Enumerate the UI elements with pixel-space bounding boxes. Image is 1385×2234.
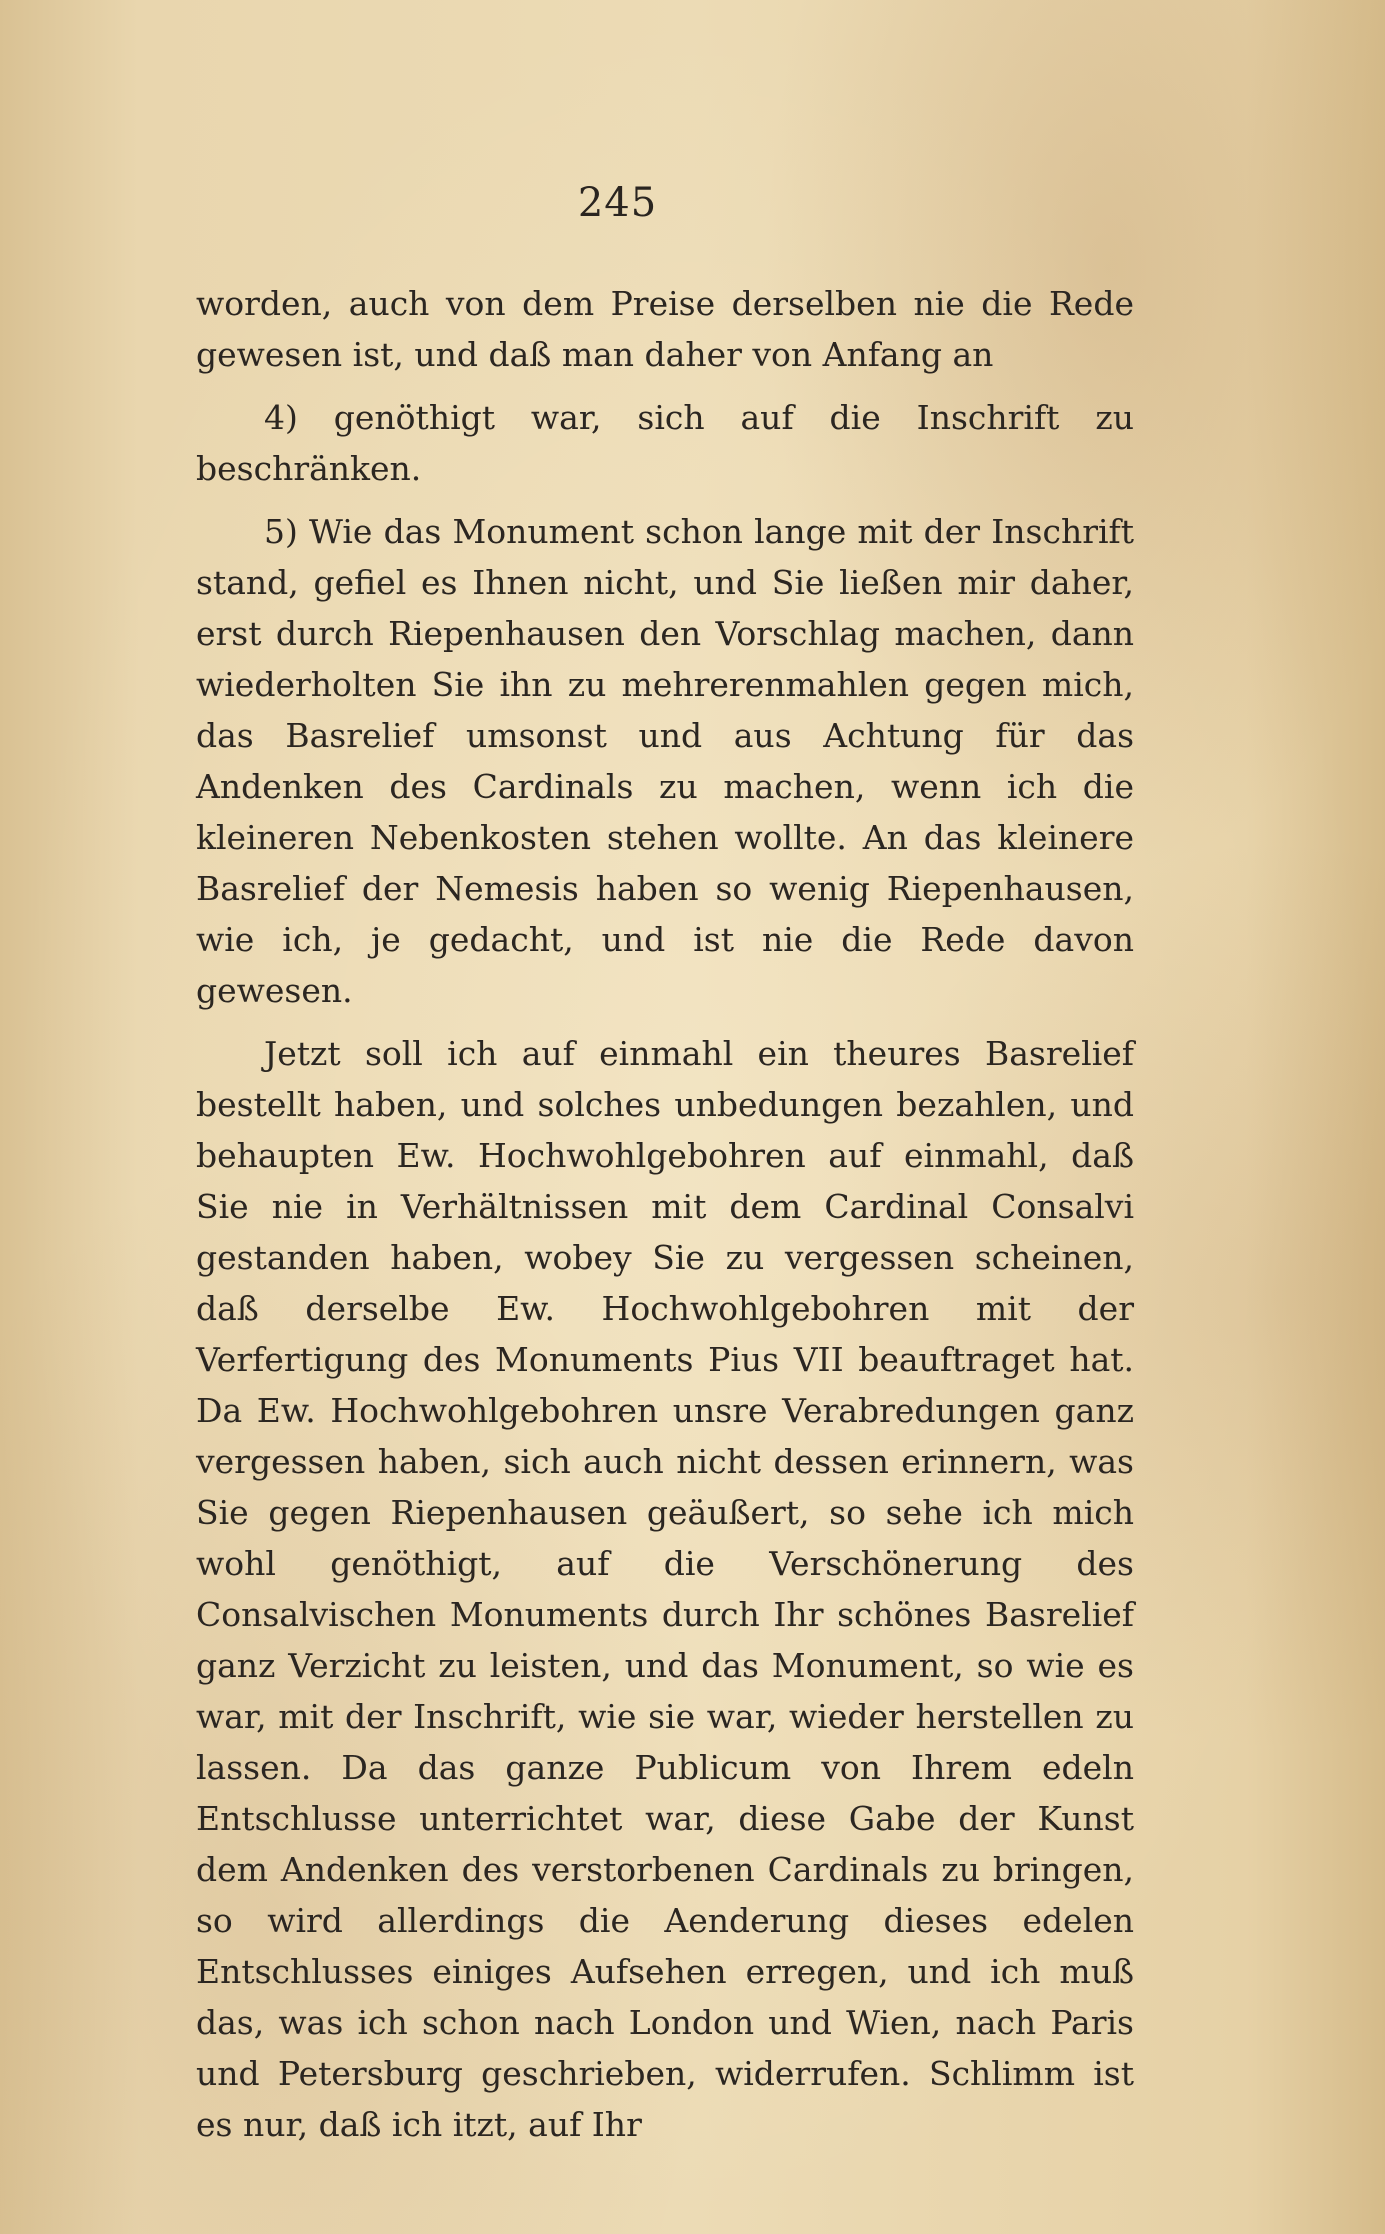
page-number: 245 [577, 180, 658, 226]
paragraph-3: 5) Wie das Monument schon lange mit der Inschrift stand, gefiel es Ihnen nicht, und Sie ließen mir daher, erst durch Riepenhausen den Vorschlag machen, dann wiederholten Sie ihn zu mehrerenmahlen gegen mich, das Basrelief umsonst und aus Achtung für das Andenken des Cardinals zu machen, wenn ich die kleineren Nebenkosten stehen wollte. An das kleinere Basrelief der Nemesis haben so wenig Riepenhausen, wie ich, je gedacht, und ist nie die Rede davon gewesen. [196, 512, 1134, 1010]
paragraph-1: worden, auch von dem Preise derselben nie die Rede gewesen ist, und daß man daher von Anfang an [196, 284, 1134, 374]
paragraph-4: Jetzt soll ich auf einmahl ein theures Basrelief bestellt haben, und solches unbedungen bezahlen, und behaupten Ew. Hochwohlgebohren auf einmahl, daß Sie nie in Verhältnissen mit dem Cardinal Consalvi gestanden haben, wobey Sie zu vergessen scheinen, daß derselbe Ew. Hochwohlgebohren mit der Verfertigung des Monuments Pius VII beauftraget hat. Da Ew. Hochwohlgebohren unsre Verabredungen ganz vergessen haben, sich auch nicht dessen erinnern, was Sie gegen Riepenhausen geäußert, so sehe ich mich wohl genöthigt, auf die Verschönerung des Consalvischen Monuments durch Ihr schönes Basrelief ganz Verzicht zu leisten, und das Monument, so wie es war, mit der Inschrift, wie sie war, wieder herstellen zu lassen. Da das ganze Publicum von Ihrem edeln Entschlusse unterrichtet war, diese Gabe der Kunst dem Andenken des verstorbenen Cardinals zu bringen, so wird allerdings die Aenderung dieses edelen Entschlusses einiges Aufsehen erregen, und ich muß das, was ich schon nach London und Wien, nach Paris und Petersburg geschrieben, widerrufen. Schlimm ist es nur, daß ich itzt, auf Ihr [196, 1034, 1134, 2144]
paragraph-2: 4) genöthigt war, sich auf die Inschrift zu beschränken. [196, 398, 1134, 488]
body-text [196, 278, 1134, 2162]
